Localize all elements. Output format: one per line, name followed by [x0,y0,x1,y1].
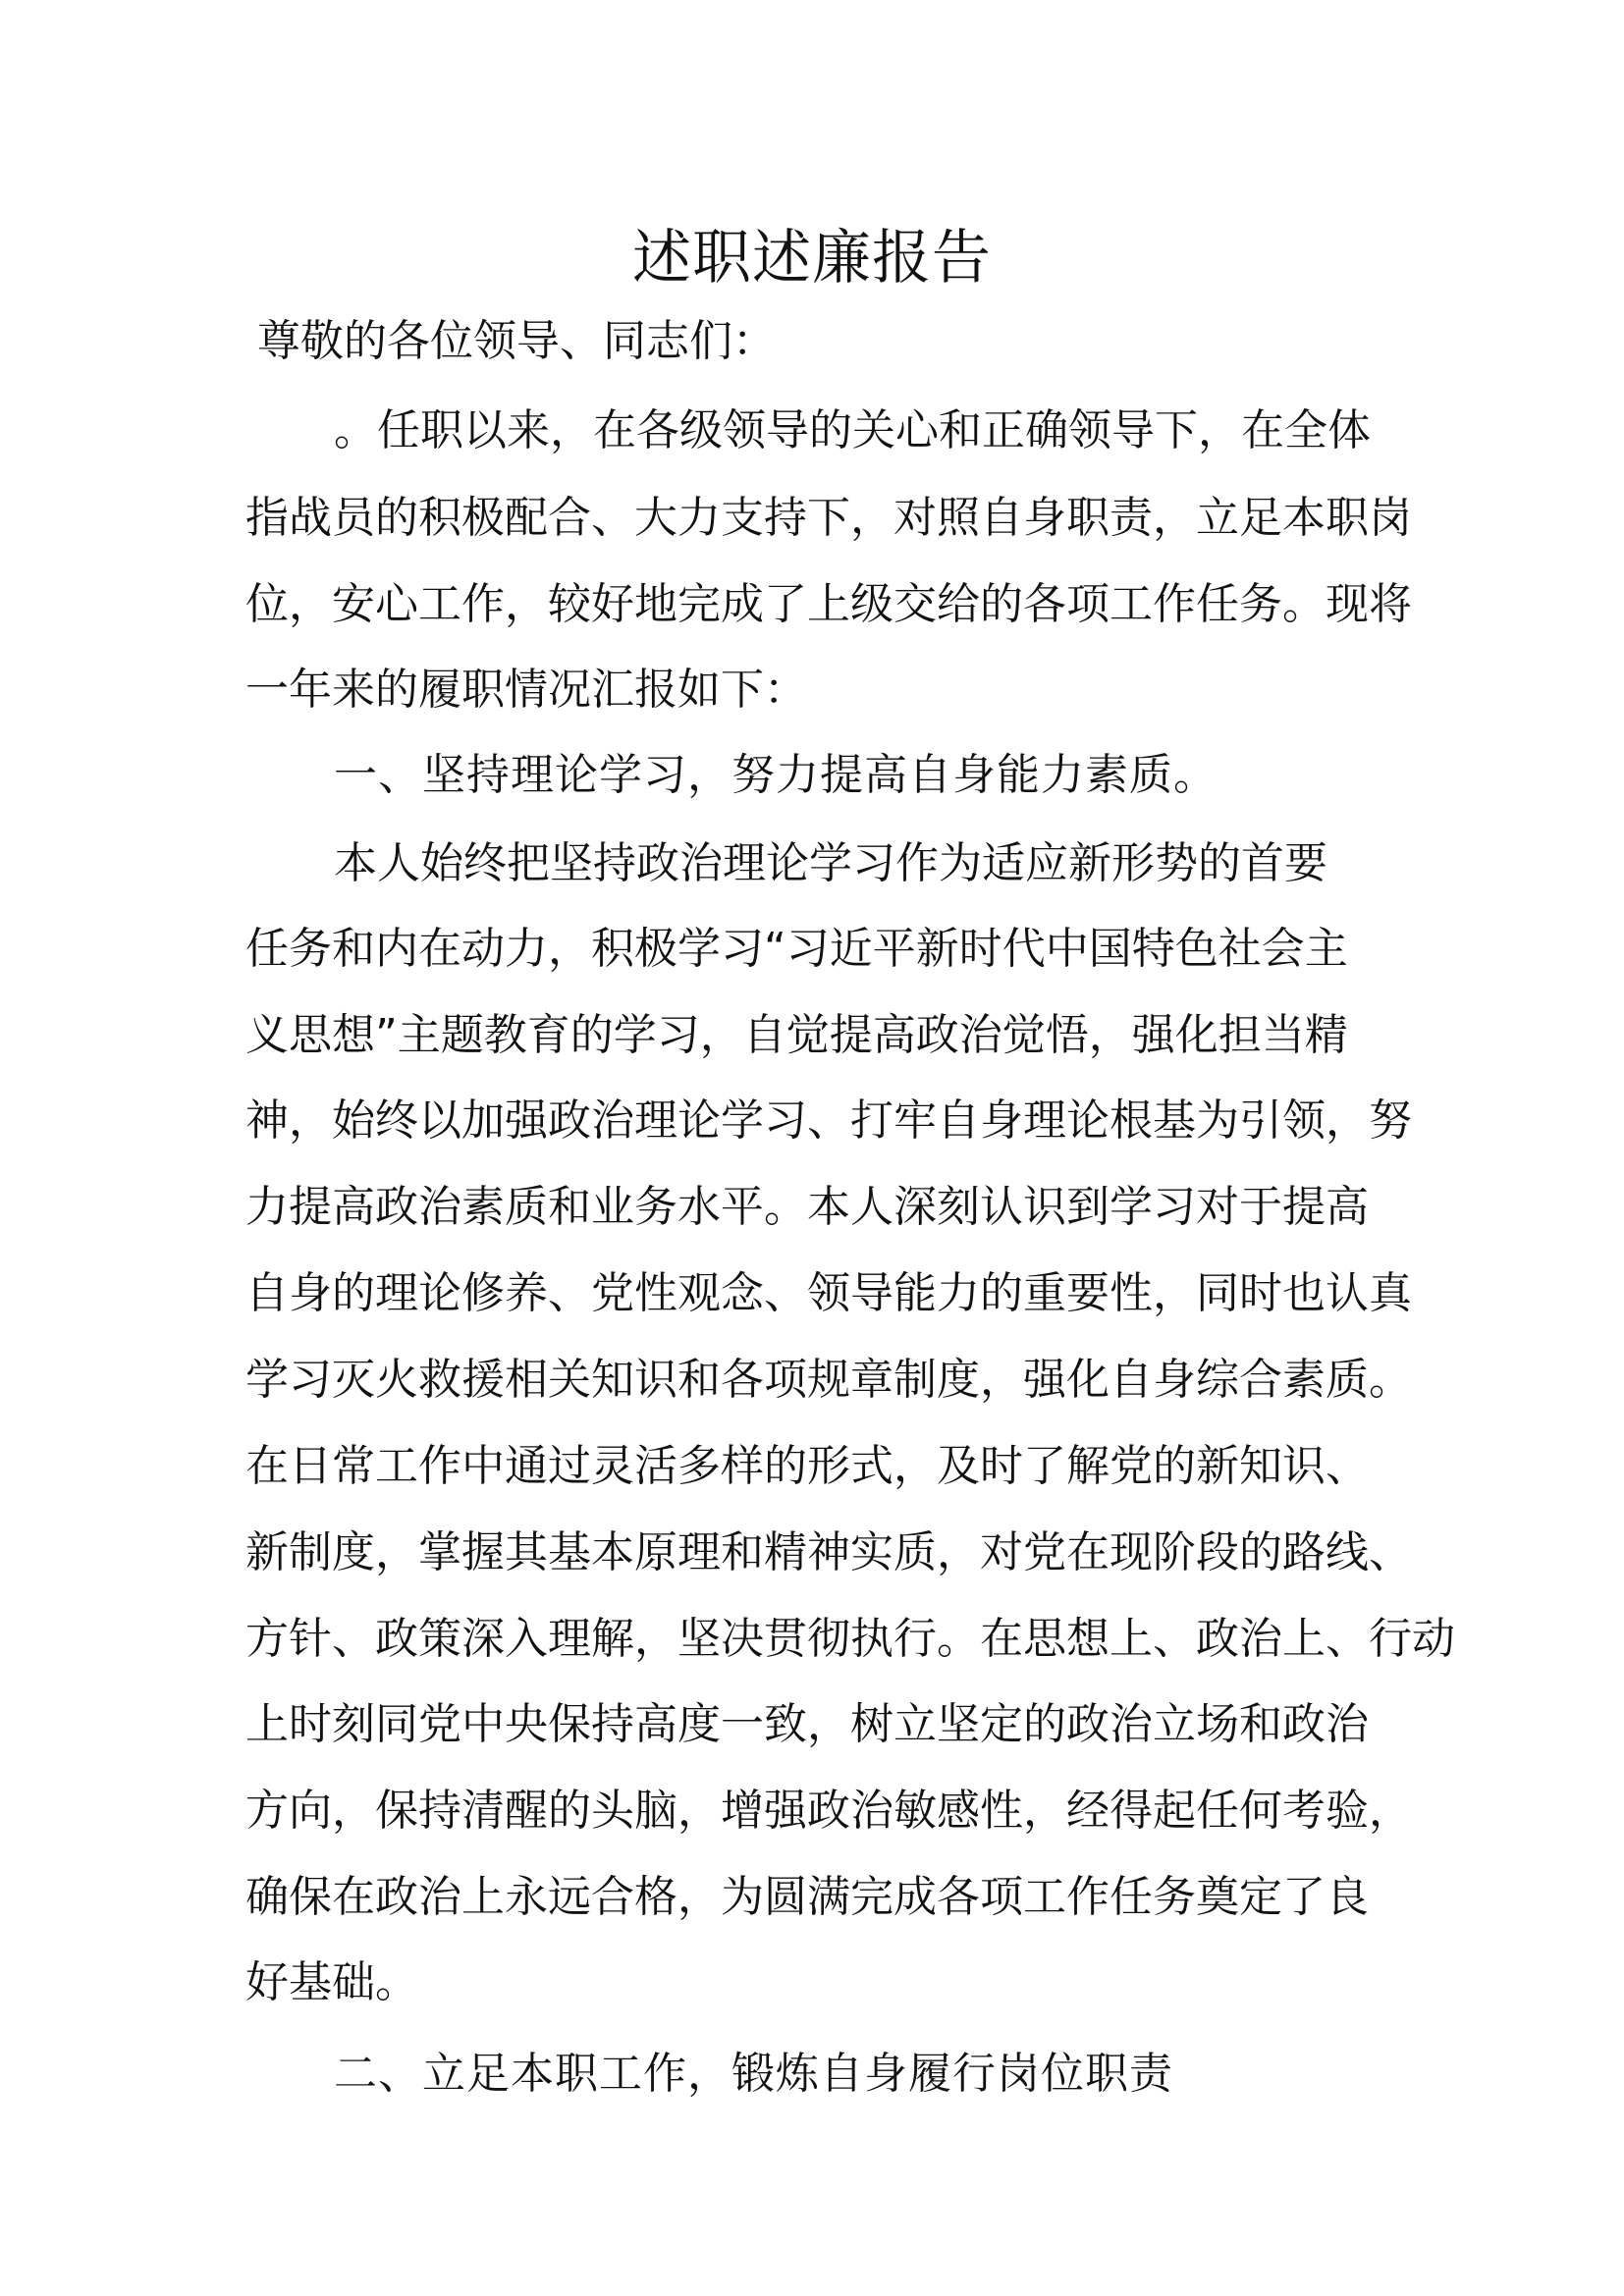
body-line: 力提高政治素质和业务水平。本人深刻认识到学习对于提高 [245,1182,1369,1232]
intro-line: 指战员的积极配合、大力支持下，对照自身职责，立足本职岗 [245,493,1412,543]
body-line: 上时刻同党中央保持高度一致，树立坚定的政治立场和政治 [245,1699,1369,1749]
salutation: 尊敬的各位领导、同志们： [257,316,776,366]
intro-line: 位，安心工作，较好地完成了上级交给的各项工作任务。现将 [245,579,1412,629]
section-heading-1: 一、坚持理论学习，努力提高自身能力素质。 [334,750,1218,800]
body-line: 好基础。 [245,1957,418,2007]
body-line: 本人始终把坚持政治理论学习作为适应新形势的首要 [334,838,1327,888]
section-heading-2: 二、立足本职工作，锻炼自身履行岗位职责 [334,2049,1173,2099]
body-line: 方针、政策深入理解，坚决贯彻执行。在思想上、政治上、行动 [245,1614,1455,1664]
body-line: 神，始终以加强政治理论学习、打牢自身理论根基为引领，努 [245,1095,1412,1146]
body-line: 新制度，掌握其基本原理和精神实质，对党在现阶段的路线、 [245,1527,1412,1577]
body-line: 任务和内在动力，积极学习“习近平新时代中国特色社会主 [245,924,1348,974]
body-line: 方向，保持清醒的头脑，增强政治敏感性，经得起任何考验， [245,1786,1412,1836]
intro-line: 一年来的履职情况汇报如下： [245,665,807,715]
intro-line: 。任职以来，在各级领导的关心和正确领导下，在全体 [334,405,1371,455]
body-line: 义思想”主题教育的学习，自觉提高政治觉悟，强化担当精 [245,1010,1348,1060]
body-line: 确保在政治上永远合格，为圆满完成各项工作任务奠定了良 [245,1872,1369,1922]
body-line: 学习灭火救援相关知识和各项规章制度，强化自身综合素质。 [245,1355,1412,1405]
document-title: 述职述廉报告 [632,224,992,293]
body-line: 在日常工作中通过灵活多样的形式，及时了解党的新知识、 [245,1441,1369,1491]
body-line: 自身的理论修养、党性观念、领导能力的重要性，同时也认真 [245,1268,1412,1318]
